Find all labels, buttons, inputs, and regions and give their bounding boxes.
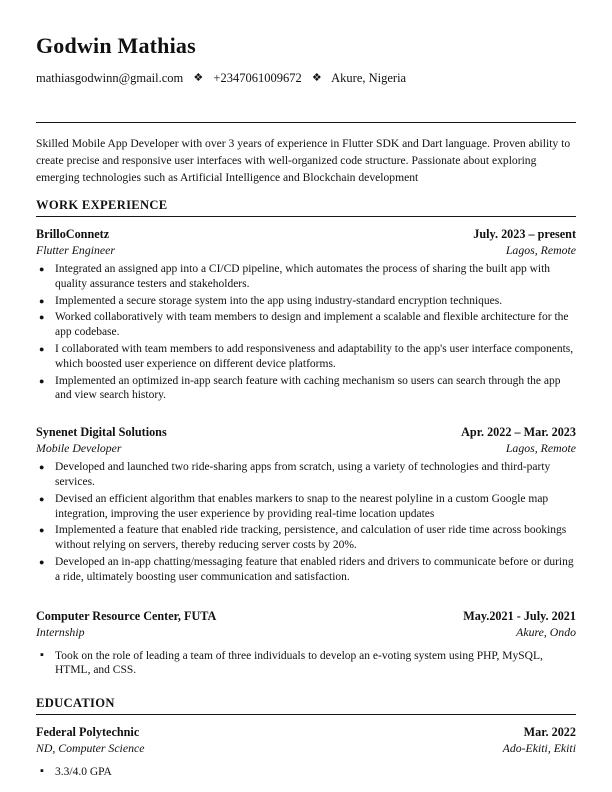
job-entry-brilloconnetz [36, 227, 576, 403]
job-bullet-list [36, 460, 576, 584]
job-location: Lagos, Remote [505, 243, 576, 257]
diamond-separator-icon: ❖ [193, 72, 204, 84]
job-dates: May.2021 - July. 2021 [463, 608, 576, 623]
email-text: mathiasgodwinn@gmail.com [36, 71, 184, 85]
school-bullet: ▪ 3.3/4.0 GPA [36, 765, 576, 780]
job-bullet: ● Integrated an assigned app into a CI/CD pipeline, which automates the process of sharing the built app with quality assurance testers and stakeholders. [36, 262, 576, 292]
school-name: Federal Polytechnic [36, 725, 140, 740]
education-entry-federal-polytechnic [36, 725, 576, 780]
job-bullet: ▪ Took on the role of leading a team of three individuals to develop an e-voting system using PHP, MySQL, HTML, and CSS. [36, 649, 576, 679]
job-subheader-row [36, 441, 576, 455]
job-location: Akure, Ondo [516, 624, 576, 639]
job-entry-synenet [36, 425, 576, 584]
job-bullet-list [36, 649, 576, 679]
job-bullet: ● Implemented a secure storage system into the app using industry-standard encryption techniques. [36, 294, 576, 309]
job-subheader-row [36, 243, 576, 257]
job-header-row [36, 227, 576, 242]
job-bullet: ● Developed an in-app chatting/messaging feature that enabled riders and drivers to communicate before or during a ride, ultimately boosting user communication and satisfaction. [36, 555, 576, 585]
summary-section [36, 122, 576, 186]
job-bullet: ● Worked collaboratively with team members to design and implement a scalable and flexible architecture for the app codebase. [36, 310, 576, 340]
diamond-separator-icon: ❖ [311, 72, 322, 84]
summary-text: Skilled Mobile App Developer with over 3 years of experience in Flutter SDK and Dart language. Proven ability to create precise and responsive user interfaces with well-organized code structure. Passionate about exploring emerging technologies such as Artificial Intelligence and Blockchain development [36, 137, 571, 184]
person-name: Godwin Mathias [36, 33, 196, 58]
job-subheader-row [36, 625, 576, 639]
job-dates: July. 2023 – present [473, 227, 576, 241]
section-title-education: EDUCATION [36, 696, 576, 715]
company-name: Computer Resource Center, FUTA [36, 608, 217, 623]
phone-text: +2347061009672 [213, 71, 302, 85]
job-bullet-list [36, 262, 576, 403]
job-entry-futa [36, 609, 576, 679]
school-subheader-row [36, 741, 576, 755]
job-location: Lagos, Remote [505, 441, 576, 456]
job-bullet: ● Developed and launched two ride-sharing apps from scratch, using a variety of technologies and third-party services. [36, 460, 576, 490]
job-header-row [36, 609, 576, 624]
school-degree: ND, Computer Science [36, 741, 145, 756]
section-title-work-experience: WORK EXPERIENCE [36, 198, 576, 217]
company-name: Synenet Digital Solutions [36, 425, 167, 440]
school-header-row [36, 725, 576, 740]
contact-line [36, 71, 576, 86]
job-bullet: ● I collaborated with team members to add responsiveness and adaptability to the app's user interface components, which boosted user experience on different device platforms. [36, 342, 576, 372]
job-bullet: ● Devised an efficient algorithm that enables markers to snap to the nearest polyline in a custom Google map integration, improving the user experience by providing real-time location updates [36, 492, 576, 522]
school-location: Ado-Ekiti, Ekiti [502, 741, 576, 756]
job-role: Mobile Developer [36, 441, 122, 456]
location-text: Akure, Nigeria [331, 71, 407, 85]
job-bullet: ● Implemented an optimized in-app search feature with caching mechanism so users can search through the app and view search history. [36, 374, 576, 404]
school-dates: Mar. 2022 [523, 725, 576, 740]
job-dates: Apr. 2022 – Mar. 2023 [461, 425, 576, 440]
company-name: BrilloConnetz [36, 227, 110, 241]
work-experience-section [36, 198, 576, 678]
job-role: Internship [36, 624, 85, 639]
education-section [36, 696, 576, 780]
job-role: Flutter Engineer [36, 243, 115, 257]
job-bullet: ● Implemented a feature that enabled ride tracking, persistence, and calculation of user ride time across bookings without relying on servers, thereby reducing server costs by 20%. [36, 523, 576, 553]
resume-header [36, 33, 576, 86]
school-bullet-list [36, 765, 576, 780]
job-header-row [36, 425, 576, 440]
